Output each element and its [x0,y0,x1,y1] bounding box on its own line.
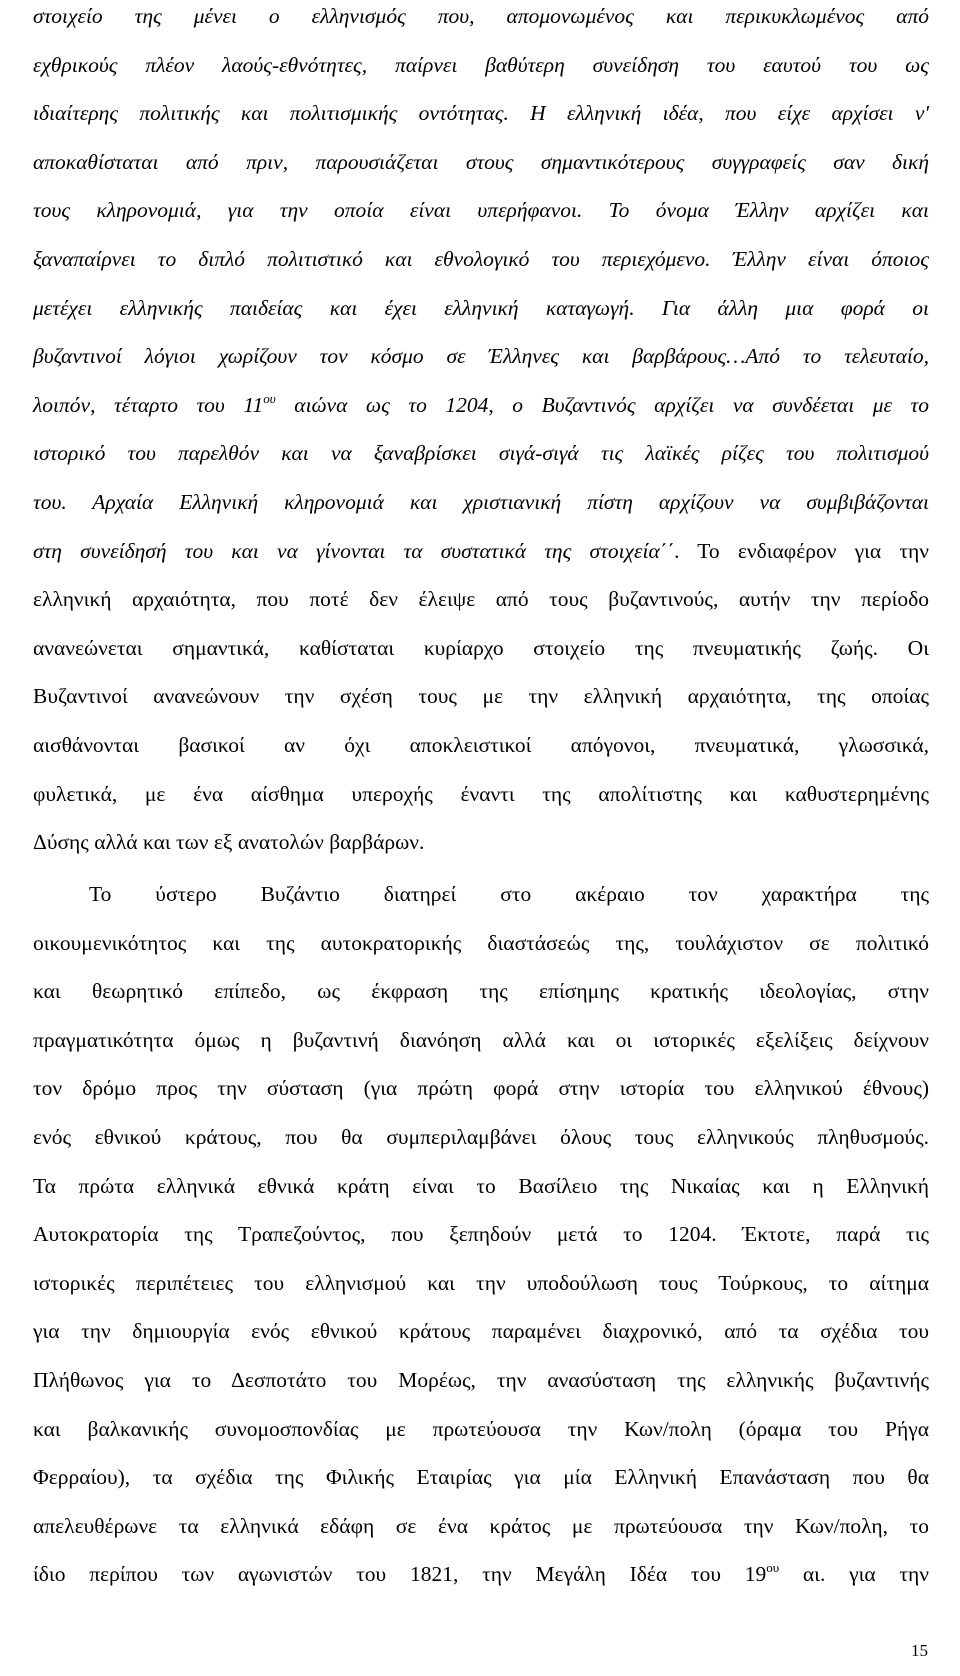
text-run: φυλετικά, με ένα αίσθημα υπεροχής έναντι της απολίτιστης και καθυστερημένης [33,781,929,806]
text-line [33,1502,929,1551]
text-run: αποκαθίσταται από πριν, παρουσιάζεται στους σημαντικότερους συγγραφείς σαν δική [33,149,929,174]
text-run: Αυτοκρατορία της Τραπεζούντος, που ξεπηδούν μετά το 1204. Έκτοτε, παρά τις [33,1222,929,1247]
text-run: και θεωρητικό επίπεδο, ως έκφραση της επίσημης κρατικής ιδεολογίας, στην [33,979,929,1004]
text-line [33,1307,929,1356]
text-line [33,138,929,187]
text-run: για την δημιουργία ενός εθνικού κράτους παραμένει διαχρονικό, από τα σχέδια του [33,1319,929,1344]
text-line [33,624,929,673]
text-line [33,186,929,235]
text-line [33,770,929,819]
text-run: Τα πρώτα ελληνικά εθνικά κράτη είναι το Βασίλειο της Νικαίας και η Ελληνική [33,1173,929,1198]
text-run: αι. για την [779,1562,930,1587]
text-run: οικουμενικότητος και της αυτοκρατορικής διαστάσεώς της, τουλάχιστον σε πολιτικό [33,930,929,955]
text-run: ξαναπαίρνει το διπλό πολιτιστικό και εθνολογικό του περιεχόμενο. Έλλην είναι όποιος [33,246,929,271]
text-line [33,672,929,721]
text-line [33,0,929,41]
text-line [33,332,929,381]
text-run: ενός εθνικού κράτους, που θα συμπεριλαμβάνει όλους τους ελληνικούς πληθυσμούς. [33,1124,929,1149]
text-line [33,381,929,430]
text-line [33,1453,929,1502]
text-line [33,1405,929,1454]
text-line [33,575,929,624]
text-run: απελευθέρωνε τα ελληνικά εδάφη σε ένα κράτος με πρωτεύουσα την Κων/πολη, το [33,1513,929,1538]
text-run: βυζαντινοί λόγιοι χωρίζουν τον κόσμο σε Έλληνες και βαρβάρους…Από το τελευταίο, [33,344,929,369]
text-run: τον δρόμο προς την σύσταση (για πρώτη φορά στην ιστορία του ελληνικού έθνους) [33,1076,929,1101]
text-run: στοιχείο της μένει ο ελληνισμός που, απομονωμένος και περικυκλωμένος από [33,4,929,28]
text-run: ιδιαίτερης πολιτικής και πολιτισμικής οντότητας. Η ελληνική ιδέα, που είχε αρχίσει ν' [33,101,929,126]
paragraph-1 [33,0,929,867]
text-line [33,1210,929,1259]
text-run: ανανεώνεται σημαντικά, καθίσταται κυρίαρχο στοιχείο της πνευματικής ζωής. Οι [33,635,929,660]
page-number: 15 [911,1641,928,1660]
text-line [33,478,929,527]
text-run: αισθάνονται βασικοί αν όχι αποκλειστικοί απόγονοι, πνευματικά, γλωσσικά, [33,732,929,757]
text-run: και βαλκανικής συνομοσπονδίας με πρωτεύουσα την Κων/πολη (όραμα του Ρήγα [33,1416,929,1441]
text-run: Δύσης αλλά και των εξ ανατολών βαρβάρων. [33,830,425,855]
text-line [33,429,929,478]
text-run: αιώνα ως το 1204, ο Βυζαντινός αρχίζει να συνδέεται με το [275,392,929,417]
text-run: τους κληρονομιά, για την οποία είναι υπερήφανοι. Το όνομα Έλλην αρχίζει και [33,198,929,223]
text-run: μετέχει ελληνικής παιδείας και έχει ελληνική καταγωγή. Για άλλη μια φορά οι [33,295,929,320]
text-run: εχθρικούς πλέον λαούς-εθνότητες, παίρνει βαθύτερη συνείδηση του εαυτού του ως [33,52,929,77]
text-run: ελληνική αρχαιότητα, που ποτέ δεν έλειψε από τους βυζαντινούς, αυτήν την περίοδο [33,587,929,612]
text-line [33,1064,929,1113]
text-run: του. Αρχαία Ελληνική κληρονομιά και χριστιανική πίστη αρχίζουν να συμβιβάζονται [33,489,929,514]
text-line [33,870,929,919]
text-run: ίδιο περίπου των αγωνιστών του 1821, την Μεγάλη Ιδέα του 19 [33,1562,767,1587]
text-line [33,235,929,284]
text-line [33,284,929,333]
text-line [33,721,929,770]
text-line [33,967,929,1016]
text-line [33,1259,929,1308]
text-run: ιστορικό του παρελθόν και να ξαναβρίσκει σιγά-σιγά τις λαϊκές ρίζες του πολιτισμού [33,441,929,466]
text-line [33,1550,929,1599]
text-line [33,919,929,968]
paragraph-2 [33,870,929,1599]
superscript: ου [263,390,276,406]
text-run: Βυζαντινοί ανανεώνουν την σχέση τους με την ελληνική αρχαιότητα, της οποίας [33,684,929,709]
text-line [33,1016,929,1065]
text-run: Φερραίου), τα σχέδια της Φιλικής Εταιρίας για μία Ελληνική Επανάσταση που θα [33,1465,929,1490]
text-line [33,1113,929,1162]
text-run: Το ύστερο Βυζάντιο διατηρεί στο ακέραιο τον χαρακτήρα της [89,882,929,906]
text-run: στη συνείδησή του και να γίνονται τα συστατικά της στοιχεία΄΄ [33,538,675,563]
text-line [33,527,929,576]
text-line [33,1162,929,1211]
text-line [33,1356,929,1405]
text-line [33,818,929,867]
text-line [33,41,929,90]
text-run: . Το ενδιαφέρον για την [674,538,929,563]
superscript: ου [766,1560,780,1576]
text-run: Πλήθωνος για το Δεσποτάτο του Μορέως, την ανασύσταση της ελληνικής βυζαντινής [33,1367,929,1392]
text-run: πραγματικότητα όμως η βυζαντινή διανόηση αλλά και οι ιστορικές εξελίξεις δείχνουν [33,1027,929,1052]
text-run: λοιπόν, τέταρτο του 11 [33,392,264,417]
text-run: ιστορικές περιπέτειες του ελληνισμού και την υποδούλωση τους Τούρκους, το αίτημα [33,1270,929,1295]
text-line [33,89,929,138]
